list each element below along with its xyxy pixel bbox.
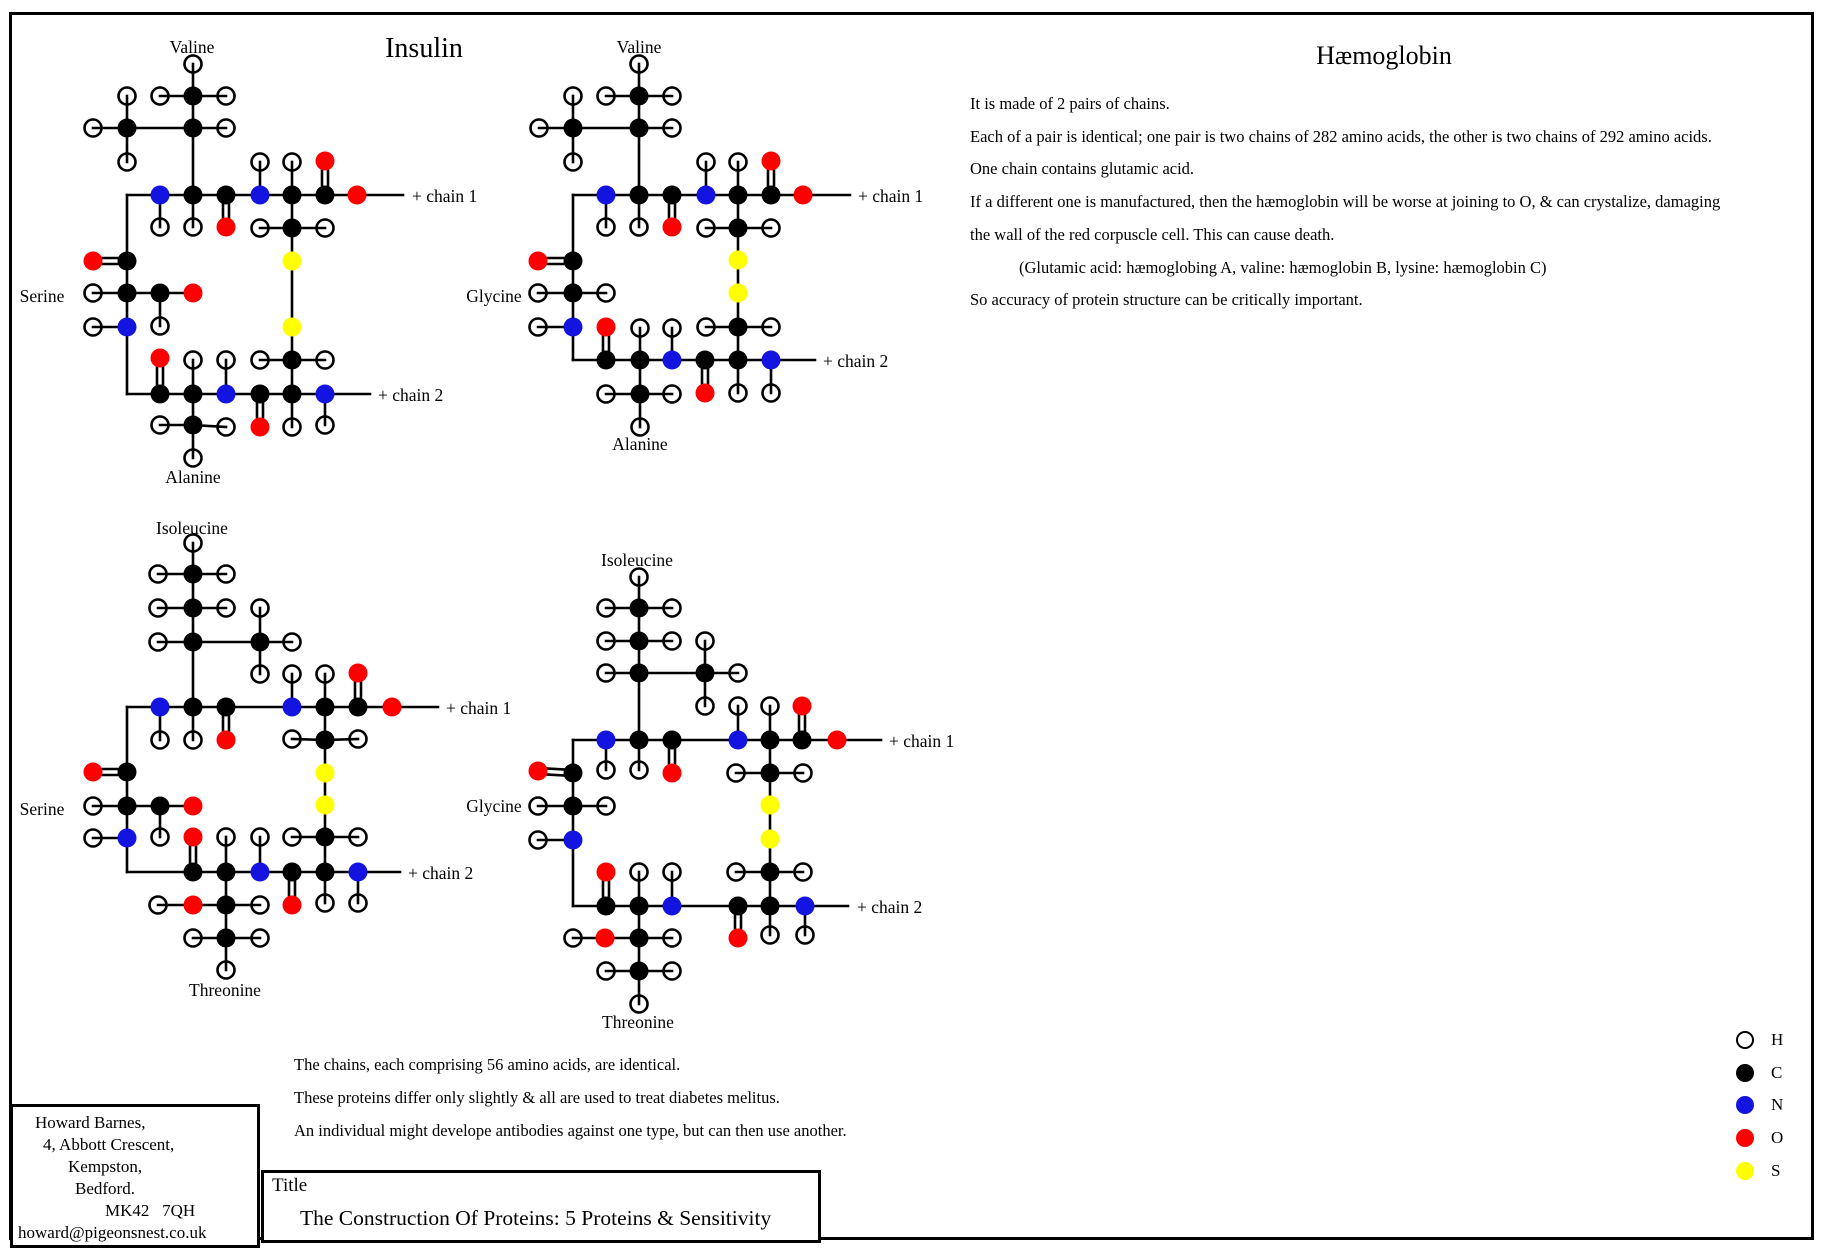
c-atom — [184, 565, 203, 584]
c-atom — [761, 863, 780, 882]
molecule-insulin-isoleucine-serine-threonine — [20, 518, 512, 1000]
c-atom — [793, 731, 812, 750]
legend-symbol: H — [1771, 1030, 1784, 1050]
c-atom — [283, 186, 302, 205]
address-email: howard@pigeonsnest.co.uk — [18, 1223, 207, 1242]
n-atom — [251, 863, 270, 882]
c-atom — [761, 897, 780, 916]
c-atom — [316, 186, 335, 205]
c-atom — [696, 351, 715, 370]
c-atom — [349, 698, 368, 717]
c-atom — [283, 385, 302, 404]
n-atom — [663, 897, 682, 916]
c-atom — [630, 664, 649, 683]
molecule-label: Alanine — [612, 434, 668, 454]
c-atom — [316, 863, 335, 882]
address-line: Bedford. — [75, 1179, 135, 1198]
c-atom — [118, 119, 137, 138]
title-box-label: Title — [272, 1175, 308, 1196]
c-atom — [184, 87, 203, 106]
molecule-label: Glycine — [466, 796, 522, 816]
c-atom — [630, 119, 649, 138]
c-atom — [118, 252, 137, 271]
c-atom — [761, 764, 780, 783]
molecule-label: + chain 2 — [823, 351, 889, 371]
c-atom — [184, 119, 203, 138]
molecule-label: + chain 2 — [378, 385, 444, 405]
o-atom — [348, 186, 367, 205]
legend-symbol: N — [1771, 1095, 1784, 1115]
o-atom — [251, 418, 270, 437]
c-atom — [630, 599, 649, 618]
n-atom — [564, 318, 583, 337]
c-atom — [597, 897, 616, 916]
molecule-label: Valine — [616, 37, 662, 57]
o-atom — [828, 731, 847, 750]
c-atom — [564, 764, 583, 783]
c-atom — [283, 219, 302, 238]
c-atom — [631, 385, 650, 404]
c-atom — [631, 351, 650, 370]
n-atom — [118, 318, 137, 337]
c-atom — [251, 385, 270, 404]
c-atom — [184, 599, 203, 618]
o-atom — [663, 218, 682, 237]
o-atom — [184, 284, 203, 303]
atom-legend — [1736, 1024, 1783, 1187]
address-line: 4, Abbott Crescent, — [43, 1135, 175, 1154]
insulin-section-title: Insulin — [385, 33, 463, 64]
c-atom — [316, 828, 335, 847]
o-atom — [84, 763, 103, 782]
n-atom — [118, 829, 137, 848]
n-atom — [597, 186, 616, 205]
c-atom — [597, 351, 616, 370]
o-atom — [217, 218, 236, 237]
c-atom — [283, 351, 302, 370]
insulin-notes-block — [294, 1048, 847, 1147]
n-atom — [283, 698, 302, 717]
c-atom — [118, 797, 137, 816]
o-atom — [84, 252, 103, 271]
legend-item — [1736, 1122, 1783, 1155]
o-atom — [762, 152, 781, 171]
s-atom — [761, 830, 780, 849]
s-atom — [316, 764, 335, 783]
hemoglobin-text-line: Each of a pair is identical; one pair is two chains of 282 amino acids, the other is two chains of 292 amino acids. — [970, 126, 1712, 146]
address-line: Howard Barnes, — [35, 1113, 146, 1132]
author-address-box — [10, 1104, 260, 1248]
c-atom — [217, 896, 236, 915]
n-atom — [217, 385, 236, 404]
c-atom — [217, 698, 236, 717]
hemoglobin-text-line: It is made of 2 pairs of chains. — [970, 94, 1170, 113]
sulfur-dot-icon — [1736, 1162, 1754, 1180]
n-atom — [316, 385, 335, 404]
molecule-insulin-valine-glycine-alanine — [466, 37, 923, 454]
o-atom — [184, 896, 203, 915]
c-atom — [729, 186, 748, 205]
n-atom — [151, 186, 170, 205]
molecule-label: + chain 1 — [858, 186, 924, 206]
nitrogen-dot-icon — [1736, 1096, 1754, 1114]
molecule-label: Alanine — [165, 467, 221, 487]
hydrogen-dot-icon — [1736, 1031, 1754, 1049]
c-atom — [564, 119, 583, 138]
o-atom — [597, 318, 616, 337]
worksheet-title: The Construction Of Proteins: 5 Proteins & Sensitivity — [300, 1206, 772, 1230]
o-atom — [349, 664, 368, 683]
n-atom — [663, 351, 682, 370]
c-atom — [151, 385, 170, 404]
molecule-label: + chain 1 — [412, 186, 478, 206]
c-atom — [630, 731, 649, 750]
hemoglobin-section-title: Hæmoglobin — [1316, 41, 1452, 70]
legend-item — [1736, 1024, 1783, 1057]
n-atom — [151, 698, 170, 717]
molecule-label: Threonine — [189, 980, 261, 1000]
hemoglobin-text-line: So accuracy of protein structure can be critically important. — [970, 290, 1363, 310]
n-atom — [564, 831, 583, 850]
o-atom — [151, 349, 170, 368]
hemoglobin-text-line: the wall of the red corpuscle cell. This can cause death. — [970, 224, 1335, 244]
o-atom — [184, 828, 203, 847]
insulin-note-line: The chains, each comprising 56 amino acids, are identical. — [294, 1055, 681, 1074]
o-atom — [794, 186, 813, 205]
address-line: MK42 7QH — [105, 1201, 196, 1220]
c-atom — [283, 863, 302, 882]
hemoglobin-text-line: If a different one is manufactured, then the hæmoglobin will be worse at joining to O, & can crystalize, damaging — [970, 192, 1721, 212]
n-atom — [597, 731, 616, 750]
molecule-insulin-valine-serine-alanine — [20, 37, 478, 487]
o-atom — [663, 764, 682, 783]
c-atom — [630, 186, 649, 205]
o-atom — [184, 797, 203, 816]
s-atom — [283, 252, 302, 271]
c-atom — [151, 284, 170, 303]
c-atom — [184, 186, 203, 205]
address-line: Kempston, — [68, 1157, 143, 1176]
insulin-note-line: These proteins differ only slightly & all are used to treat diabetes melitus. — [294, 1088, 780, 1107]
oxygen-dot-icon — [1736, 1129, 1754, 1147]
c-atom — [630, 87, 649, 106]
o-atom — [729, 929, 748, 948]
s-atom — [283, 318, 302, 337]
c-atom — [184, 863, 203, 882]
c-atom — [564, 252, 583, 271]
c-atom — [217, 929, 236, 948]
hemoglobin-text-line: (Glutamic acid: hæmoglobing A, valine: hæmoglobin B, lysine: hæmoglobin C) — [1019, 257, 1547, 277]
c-atom — [729, 897, 748, 916]
hemoglobin-text-block — [970, 88, 1720, 317]
c-atom — [184, 385, 203, 404]
c-atom — [564, 284, 583, 303]
molecule-label: + chain 2 — [408, 863, 474, 883]
c-atom — [762, 186, 781, 205]
n-atom — [349, 863, 368, 882]
molecule-label: + chain 1 — [446, 698, 512, 718]
o-atom — [696, 384, 715, 403]
c-atom — [630, 929, 649, 948]
o-atom — [217, 731, 236, 750]
c-atom — [217, 186, 236, 205]
c-atom — [217, 863, 236, 882]
molecule-insulin-isoleucine-glycine-threonine — [466, 550, 954, 1032]
c-atom — [251, 633, 270, 652]
o-atom — [383, 698, 402, 717]
c-atom — [729, 318, 748, 337]
c-atom — [663, 731, 682, 750]
n-atom — [251, 186, 270, 205]
c-atom — [184, 416, 203, 435]
s-atom — [729, 284, 748, 303]
c-atom — [761, 731, 780, 750]
c-atom — [564, 797, 583, 816]
c-atom — [184, 698, 203, 717]
molecule-label: Serine — [19, 286, 65, 306]
o-atom — [529, 762, 548, 781]
s-atom — [729, 251, 748, 270]
insulin-note-line: An individual might develope antibodies against one type, but can then use another. — [294, 1121, 847, 1140]
c-atom — [184, 633, 203, 652]
s-atom — [761, 796, 780, 815]
molecule-label: Isoleucine — [601, 550, 673, 570]
molecule-label: Threonine — [602, 1012, 674, 1032]
c-atom — [316, 731, 335, 750]
c-atom — [118, 284, 137, 303]
o-atom — [596, 929, 615, 948]
legend-item — [1736, 1154, 1783, 1187]
legend-item — [1736, 1057, 1783, 1090]
c-atom — [151, 797, 170, 816]
o-atom — [597, 863, 616, 882]
c-atom — [729, 219, 748, 238]
c-atom — [630, 962, 649, 981]
o-atom — [283, 896, 302, 915]
molecule-label: Serine — [19, 799, 65, 819]
s-atom — [316, 796, 335, 815]
molecule-label: + chain 1 — [889, 731, 955, 751]
n-atom — [697, 186, 716, 205]
legend-symbol: S — [1771, 1160, 1781, 1180]
c-atom — [663, 186, 682, 205]
carbon-dot-icon — [1736, 1064, 1754, 1082]
n-atom — [762, 351, 781, 370]
title-box — [261, 1170, 821, 1243]
legend-item — [1736, 1089, 1783, 1122]
c-atom — [696, 664, 715, 683]
legend-symbol: C — [1771, 1062, 1783, 1082]
c-atom — [316, 698, 335, 717]
c-atom — [118, 763, 137, 782]
c-atom — [729, 351, 748, 370]
molecule-label: Glycine — [466, 286, 522, 306]
o-atom — [793, 697, 812, 716]
hemoglobin-text-line: One chain contains glutamic acid. — [970, 159, 1195, 179]
o-atom — [529, 252, 548, 271]
o-atom — [316, 152, 335, 171]
n-atom — [796, 897, 815, 916]
molecule-label: Valine — [169, 37, 215, 57]
n-atom — [729, 731, 748, 750]
molecule-label: + chain 2 — [857, 897, 923, 917]
legend-symbol: O — [1771, 1128, 1784, 1148]
c-atom — [630, 897, 649, 916]
molecule-label: Isoleucine — [156, 518, 228, 538]
c-atom — [630, 632, 649, 651]
